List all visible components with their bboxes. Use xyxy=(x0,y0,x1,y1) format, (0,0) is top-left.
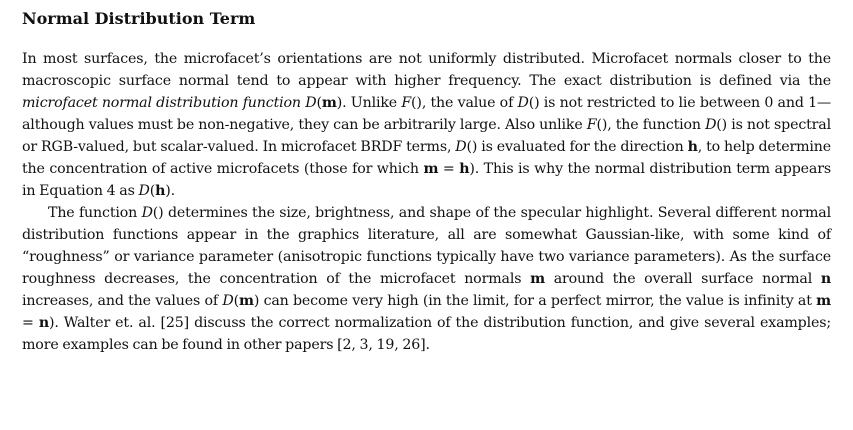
math-vector: h xyxy=(687,139,698,155)
text-run: (), the function xyxy=(596,117,706,133)
math-vector: m xyxy=(321,95,337,111)
text-run: ( xyxy=(316,95,322,111)
paragraph-1 xyxy=(22,48,831,202)
math-vector: m xyxy=(423,161,439,177)
section-title: Normal Distribution Term xyxy=(22,9,256,28)
math-vector: n xyxy=(38,315,49,331)
math-symbol: D xyxy=(138,183,150,199)
math-symbol: F xyxy=(401,95,412,111)
text-run: ). Walter et. al. [25] discuss the correct normalization of the distribution function, and give several examples; more examples can be found in other papers [2, 3, 19, 26]. xyxy=(22,315,832,353)
body-text xyxy=(22,48,831,356)
text-run: ). Unlike xyxy=(336,95,402,111)
math-symbol: D xyxy=(305,95,317,111)
math-symbol: D xyxy=(141,205,153,221)
math-symbol: D xyxy=(222,293,234,309)
text-run: () determines the size, brightness, and shape of the specular highlight. Several different normal distribution functions appear in the graphics literature, all are somewhat Gaussian-like, with some kind of “roughness” or variance parameter (anisotropic functions typically have two variance parameters). As the surface roughness decreases, the concentration of the microfacet normals xyxy=(22,205,831,287)
text-run: () is not spectral or RGB-valued, but scalar-valued. In microfacet BRDF terms, xyxy=(22,117,831,155)
text-run: () is not restricted to lie between 0 and 1—although values must be non-negative, they can be arbitrarily large. Also unlike xyxy=(22,95,831,133)
math-vector: m xyxy=(238,293,254,309)
math-symbol: D xyxy=(455,139,467,155)
math-vector: h xyxy=(155,183,166,199)
text-run: ) can become very high (in the limit, for a perfect mirror, the value is infinity at xyxy=(253,293,817,309)
text-run: = xyxy=(438,161,460,177)
math-vector: n xyxy=(820,271,831,287)
math-symbol: F xyxy=(586,117,597,133)
text-run: () is evaluated for the direction xyxy=(466,139,688,155)
text-run: The function xyxy=(48,205,142,221)
paragraph-2 xyxy=(22,202,831,356)
text-run: In most surfaces, the microfacet’s orientations are not uniformly distributed. Microfacet normals closer to the macroscopic surface normal tend to appear with higher frequency. The exact distribution is defined via the xyxy=(22,51,831,89)
text-run: ). This is why the normal distribution term appears in Equation 4 as xyxy=(22,161,831,199)
text-run: (), the value of xyxy=(411,95,518,111)
text-run: increases, and the values of xyxy=(22,293,223,309)
math-vector: m xyxy=(816,293,831,309)
math-symbol: D xyxy=(517,95,529,111)
math-vector: h xyxy=(459,161,470,177)
text-run: ( xyxy=(233,293,239,309)
text-run: , to help determine the concentration of active microfacets (those for which xyxy=(22,139,832,177)
text-run: around the overall surface normal xyxy=(544,271,821,287)
text-run: ( xyxy=(149,183,156,199)
text-run: = xyxy=(22,315,39,331)
emphasis-text: microfacet normal distribution function xyxy=(22,95,301,111)
math-symbol: D xyxy=(705,117,717,133)
text-run: ). xyxy=(165,183,176,199)
math-vector: m xyxy=(530,271,545,287)
